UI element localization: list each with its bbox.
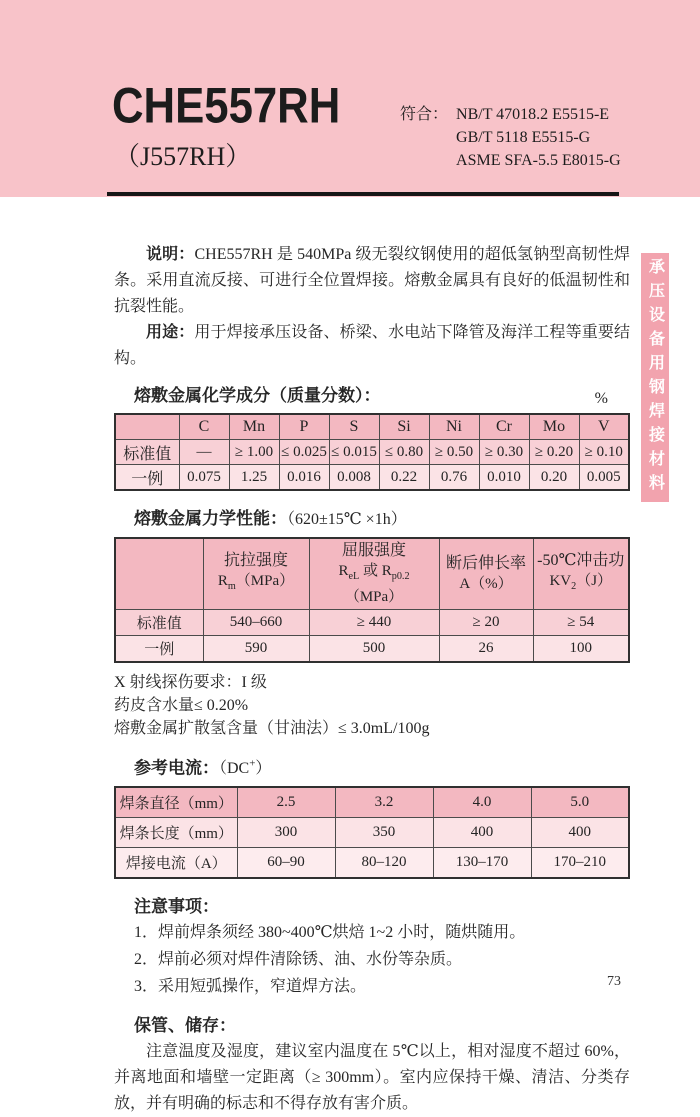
mechanical-cell: 100 bbox=[533, 636, 629, 663]
chemistry-corner-cell bbox=[115, 414, 179, 440]
row-label: 焊接电流（A） bbox=[115, 848, 237, 879]
chemistry-cell: ≤ 0.025 bbox=[279, 440, 329, 465]
current-cell: 170–210 bbox=[531, 848, 629, 879]
current-cell: 350 bbox=[335, 818, 433, 848]
usage-text: 用于焊接承压设备、桥梁、水电站下降管及海洋工程等重要结构。 bbox=[114, 324, 630, 367]
chemistry-table bbox=[114, 413, 630, 491]
current-title: 参考电流：（DC+） bbox=[134, 758, 272, 778]
mechanical-cell: 540–660 bbox=[203, 610, 309, 636]
row-label: 一例 bbox=[115, 465, 179, 491]
note-item: 3．采用短弧操作，窄道焊方法。 bbox=[134, 978, 367, 996]
notes-title: 注意事项： bbox=[134, 897, 219, 917]
mechanical-title: 熔敷金属力学性能：（620±15℃ ×1h） bbox=[134, 509, 407, 528]
chemistry-cell: — bbox=[179, 440, 229, 465]
chemistry-standard-row bbox=[115, 440, 629, 465]
chemistry-cell: ≥ 0.50 bbox=[429, 440, 479, 465]
header-rule bbox=[107, 192, 619, 196]
standard-line: NB/T 47018.2 E5515-E bbox=[456, 106, 610, 123]
diameter-row bbox=[115, 787, 629, 818]
current-cell: 400 bbox=[531, 818, 629, 848]
row-label: 一例 bbox=[115, 636, 203, 663]
mechanical-col-header-elongation: 断后伸长率 A（%） bbox=[439, 538, 533, 610]
standard-line: GB/T 5118 E5515-G bbox=[456, 129, 591, 146]
mechanical-cell: 26 bbox=[439, 636, 533, 663]
current-section-header bbox=[114, 752, 630, 781]
storage-section bbox=[114, 1014, 630, 1117]
chemistry-cell: 0.075 bbox=[179, 465, 229, 491]
chemistry-cell: ≤ 0.80 bbox=[379, 440, 429, 465]
product-title: CHE557RH bbox=[112, 77, 341, 134]
chemistry-cell: 0.20 bbox=[529, 465, 579, 491]
storage-text: 注意温度及湿度，建议室内温度在 5℃以上，相对湿度不超过 60%，并离地面和墙壁一定距离（≥ 300mm）。室内应保持干燥、清洁、分类存放，并有明确的标志和不得存放有害介质。 bbox=[114, 1043, 630, 1113]
chemistry-col-header: V bbox=[579, 414, 629, 440]
mechanical-cell: 500 bbox=[309, 636, 439, 663]
chemistry-header-row bbox=[115, 414, 629, 440]
current-cell: 80–120 bbox=[335, 848, 433, 879]
mechanical-col-header-yield: 屈服强度 $R_{eL}$ 或 $R_{p0.2}(MPa)$ bbox=[309, 538, 439, 610]
note-item: 2．焊前必须对焊件清除锈、油、水份等杂质。 bbox=[134, 951, 463, 969]
chemistry-cell: 0.76 bbox=[429, 465, 479, 491]
storage-title: 保管、储存： bbox=[134, 1016, 236, 1036]
chemistry-col-header: Ni bbox=[429, 414, 479, 440]
mechanical-corner-cell bbox=[115, 538, 203, 610]
chemistry-cell: ≥ 0.10 bbox=[579, 440, 629, 465]
chemistry-col-header: Mn bbox=[229, 414, 279, 440]
chemistry-example-row bbox=[115, 465, 629, 491]
current-cell: 5.0 bbox=[531, 787, 629, 818]
product-alias: （J557RH） bbox=[114, 142, 252, 171]
description-paragraph bbox=[114, 242, 630, 320]
mechanical-cell: ≥ 440 bbox=[309, 610, 439, 636]
notes-section bbox=[114, 895, 630, 1000]
chemistry-cell: 0.005 bbox=[579, 465, 629, 491]
usage-label: 用途： bbox=[146, 324, 195, 341]
chemistry-cell: ≥ 0.20 bbox=[529, 440, 579, 465]
chemistry-col-header: Cr bbox=[479, 414, 529, 440]
row-label: 焊条长度（mm） bbox=[115, 818, 237, 848]
description-label: 说明： bbox=[146, 246, 195, 263]
chemistry-unit: % bbox=[594, 390, 608, 407]
compliance-block bbox=[400, 103, 621, 172]
chemistry-cell: 0.22 bbox=[379, 465, 429, 491]
category-side-tab: 承压设备用钢焊接材料 bbox=[641, 253, 669, 502]
content-area bbox=[114, 242, 630, 1117]
usage-paragraph bbox=[114, 320, 630, 372]
mechanical-standard-row bbox=[115, 610, 629, 636]
mechanical-section-header bbox=[114, 507, 630, 532]
chemistry-title: 熔敷金属化学成分（质量分数）： bbox=[134, 386, 381, 405]
current-cell: 400 bbox=[433, 818, 531, 848]
chemistry-cell: 0.016 bbox=[279, 465, 329, 491]
chemistry-cell: 0.010 bbox=[479, 465, 529, 491]
mechanical-cell: ≥ 54 bbox=[533, 610, 629, 636]
diffusible-hydrogen: 熔敷金属扩散氢含量（甘油法）≤ 3.0mL/100g bbox=[114, 720, 430, 737]
current-cell: 3.2 bbox=[335, 787, 433, 818]
current-cell: 2.5 bbox=[237, 787, 335, 818]
mechanical-cell: ≥ 20 bbox=[439, 610, 533, 636]
chemistry-cell: ≥ 1.00 bbox=[229, 440, 279, 465]
mechanical-header-row bbox=[115, 538, 629, 610]
mechanical-condition: （620±15℃ ×1h） bbox=[287, 511, 407, 528]
current-cell: 300 bbox=[237, 818, 335, 848]
chemistry-cell: ≥ 0.30 bbox=[479, 440, 529, 465]
current-cell: 4.0 bbox=[433, 787, 531, 818]
chemistry-cell: 1.25 bbox=[229, 465, 279, 491]
mechanical-table bbox=[114, 537, 630, 663]
page-number: 73 bbox=[607, 974, 621, 989]
row-label: 标准值 bbox=[115, 440, 179, 465]
compliance-label: 符合： bbox=[400, 106, 449, 123]
coating-moisture: 药皮含水量≤ 0.20% bbox=[114, 697, 249, 714]
inspection-block bbox=[114, 671, 630, 740]
standard-line: ASME SFA-5.5 E8015-G bbox=[456, 152, 621, 169]
row-label: 焊条直径（mm） bbox=[115, 787, 237, 818]
current-cell: 60–90 bbox=[237, 848, 335, 879]
standards-list bbox=[456, 103, 621, 172]
xray-requirement: X 射线探伤要求：I 级 bbox=[114, 674, 267, 691]
amperage-row bbox=[115, 848, 629, 879]
page-header bbox=[0, 0, 700, 197]
chemistry-col-header: Mo bbox=[529, 414, 579, 440]
mechanical-example-row bbox=[115, 636, 629, 663]
current-table bbox=[114, 786, 630, 879]
chemistry-col-header: C bbox=[179, 414, 229, 440]
current-polarity: （DC+） bbox=[219, 758, 272, 778]
chemistry-cell: 0.008 bbox=[329, 465, 379, 491]
mechanical-col-header-impact: -50℃冲击功 $KV_2(J)$ bbox=[533, 538, 629, 610]
chemistry-cell: ≤ 0.015 bbox=[329, 440, 379, 465]
mechanical-col-header-tensile: 抗拉强度 $R_m(MPa)$ bbox=[203, 538, 309, 610]
row-label: 标准值 bbox=[115, 610, 203, 636]
chemistry-section-header bbox=[114, 384, 630, 408]
current-cell: 130–170 bbox=[433, 848, 531, 879]
note-item: 1．焊前焊条须经 380~400℃烘焙 1~2 小时，随烘随用。 bbox=[134, 924, 526, 942]
chemistry-col-header: S bbox=[329, 414, 379, 440]
length-row bbox=[115, 818, 629, 848]
mechanical-cell: 590 bbox=[203, 636, 309, 663]
description-text: CHE557RH 是 540MPa 级无裂纹钢使用的超低氢钠型高韧性焊条。采用直流反接、可进行全位置焊接。熔敷金属具有良好的低温韧性和抗裂性能。 bbox=[114, 246, 630, 315]
chemistry-col-header: P bbox=[279, 414, 329, 440]
chemistry-col-header: Si bbox=[379, 414, 429, 440]
